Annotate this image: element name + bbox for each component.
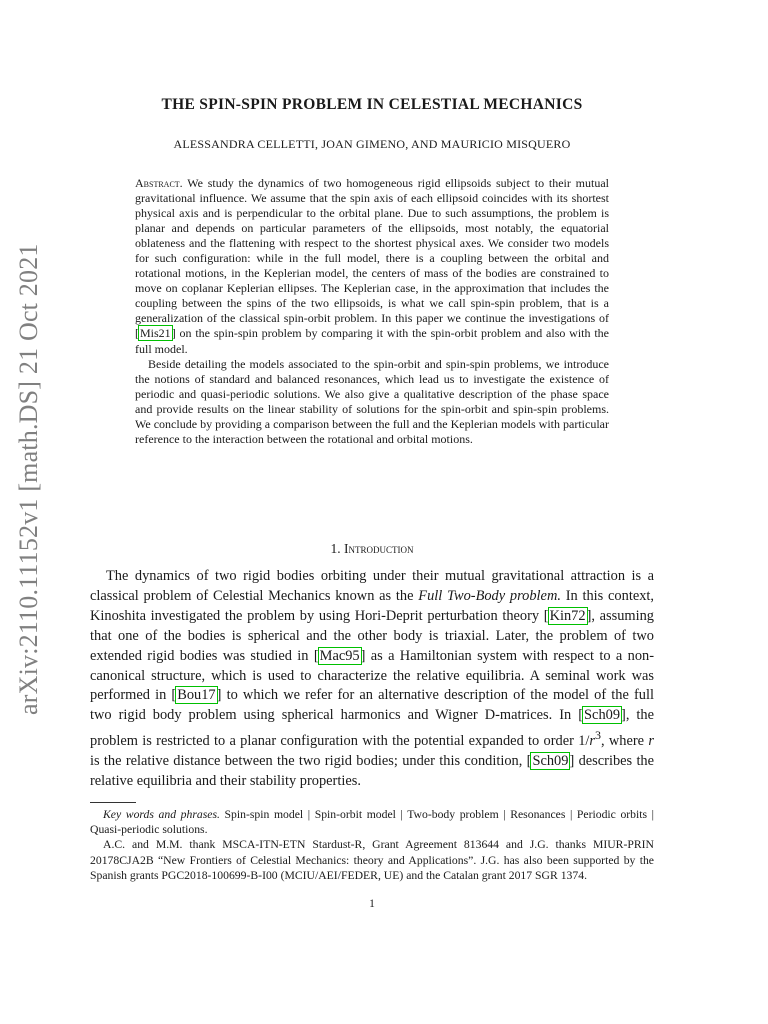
section-number: 1. <box>330 541 341 556</box>
paper-title: THE SPIN-SPIN PROBLEM IN CELESTIAL MECHANICS <box>161 96 583 113</box>
body-emphasis: Full Two-Body problem. <box>418 587 561 604</box>
arxiv-identifier: arXiv:2110.11152v1 [math.DS] 21 Oct 2021 <box>14 243 43 715</box>
funding-footnote: A.C. and M.M. thank MSCA-ITN-ETN Stardust-R, Grant Agreement 813644 and J.G. thanks MIUR-PRIN 20178CJA2B “New Frontiers of Celestial Mechanics: theory and Applications”. J.G. has also been supported by the Spanish grants PGC2018-100699-B-I00 (MCIU/AEI/FEDER, UE) and the Catalan grant 2017 SGR 1374. <box>90 838 654 882</box>
abstract-label: Abstract. <box>135 176 183 190</box>
citation-link[interactable]: Sch09 <box>532 752 569 769</box>
abstract-text: We study the dynamics of two homogeneous rigid ellipsoids subject to their mutual gravitational influence. We assume that the spin axis of each ellipsoid coincides with its shortest physical axis and is perpendicular to the orbital plane. Due to such assumptions, the problem is planar and depends on particular parameters of the ellipsoids, most notably, the equatorial oblateness and the flattening with respect to the shortest physical axes. We consider two models for such configuration: while in the full model, there is a coupling between the orbital and rotational motions, in the Keplerian model, the centers of mass of the bodies are constrained to move on coplanar Keplerian ellipses. The Keplerian case, in the approximation that includes the coupling between the spins of the two ellipsoids, is what we call spin-spin problem, that is a generalization of the classical spin-orbit problem. In this paper we continue the investigations of <box>135 176 609 326</box>
body-text: is the relative distance between the two rigid bodies; under this condition, <box>90 752 523 769</box>
body-text: , assuming that one of the bodies is spherical and the other body is triaxial. Later, the problem of two extended rigid bodies was studied in <box>90 607 655 664</box>
abstract-paragraph-2: Beside detailing the models associated to the spin-orbit and spin-spin problems, we introduce the notions of standard and balanced resonances, which lead us to investigate the existence of periodic and quasi-periodic solutions. We also give a qualitative description of the phase space and provide results on the linear stability of solutions for the spin-orbit and spin-spin problems. We conclude by providing a comparison between the full and the Keplerian models with particular reference to the interaction between the rotational and orbital motions. <box>135 356 609 446</box>
citation-link[interactable]: Kin72 <box>549 607 586 624</box>
abstract <box>135 176 609 447</box>
abstract-text: on the spin-spin problem by comparing it with the spin-orbit problem and also with the full model. <box>135 326 610 356</box>
body-text: describes the relative equilibria and their stability properties. <box>90 752 655 789</box>
math-exponent: 3 <box>595 728 602 743</box>
keywords-footnote <box>90 807 654 837</box>
citation-link[interactable]: Sch09 <box>584 707 621 724</box>
body-text: In this context, Kinoshita investigated the problem by using Hori-Deprit perturbation theory <box>90 587 654 624</box>
body-text: as a Hamiltonian system with respect to a non-canonical structure, which is used to characterize the relative equilibria. A seminal work was performed in <box>90 647 655 704</box>
section-heading <box>90 541 654 557</box>
citation-link[interactable]: Mac95 <box>319 647 360 664</box>
footnote-rule <box>90 802 136 803</box>
page-number: 1 <box>369 898 375 910</box>
keywords-text: Spin-spin model | Spin-orbit model | Two-body problem | Resonances | Periodic orbits | Quasi-periodic solutions. <box>90 808 655 837</box>
citation-link[interactable]: Mis21 <box>140 326 171 341</box>
citation-link[interactable]: Bou17 <box>177 687 216 704</box>
body-text: to which we refer for an alternative description of the model of the full two rigid body problem using spherical harmonics and Wigner D-matrices. In <box>90 687 654 724</box>
body-text: The dynamics of two rigid bodies orbiting under their mutual gravitational attraction is a classical problem of Celestial Mechanics known as the <box>90 568 654 604</box>
footnotes <box>90 807 654 883</box>
math-variable: r <box>648 733 654 750</box>
body-text: , where <box>601 733 645 750</box>
abstract-paragraph-1: Abstract. We study the dynamics of two homogeneous rigid ellipsoids subject to their mutual gravitational influence. We assume that the spin axis of each ellipsoid coincides with its shortest physical axis and is perpendicular to the orbital plane. Due to such assumptions, the problem is planar and depends on particular parameters of the ellipsoids, most notably, the equatorial oblateness and the flattening with respect to the shortest physical axes. We consider two models for such configuration: while in the full model, there is a coupling between the orbital and rotational motions, in the Keplerian model, the centers of mass of the bodies are constrained to move on coplanar Keplerian ellipses. The Keplerian case, in the approximation that includes the coupling between the spins of the two ellipsoids, is what we call spin-spin problem, that is a generalization of the classical spin-orbit problem. In this paper we continue the investigations of [Mis21] on the spin-spin problem by comparing it with the spin-orbit problem and also with the full model. <box>135 176 610 356</box>
keywords-label: Key words and phrases. <box>103 808 220 821</box>
section-title: Introduction <box>344 541 414 556</box>
introduction-body <box>90 567 654 792</box>
body-text: , the problem is restricted to a planar configuration with the potential expanded to order 1/ <box>90 707 655 750</box>
math-variable: r <box>589 733 596 750</box>
paper-authors: ALESSANDRA CELLETTI, JOAN GIMENO, AND MAURICIO MISQUERO <box>173 137 571 151</box>
introduction-paragraph: The dynamics of two rigid bodies orbiting under their mutual gravitational attraction is a classical problem of Celestial Mechanics known as the Full Two-Body problem. In this context, Kinoshita investigated the problem by using Hori-Deprit perturbation theory [Kin72], assuming that one of the bodies is spherical and the other body is triaxial. Later, the problem of two extended rigid bodies was studied in [Mac95] as a Hamiltonian system with respect to a non-canonical structure, which is used to characterize the relative equilibria. A seminal work was performed in [Bou17] to which we refer for an alternative description of the model of the full two rigid body problem using spherical harmonics and Wigner D-matrices. In [Sch09], the problem is restricted to a planar configuration with the potential expanded to order $1/r^3$, where r is the relative distance between the two rigid bodies; under this condition, [Sch09] describes the relative equilibria and their stability properties. <box>90 568 655 789</box>
